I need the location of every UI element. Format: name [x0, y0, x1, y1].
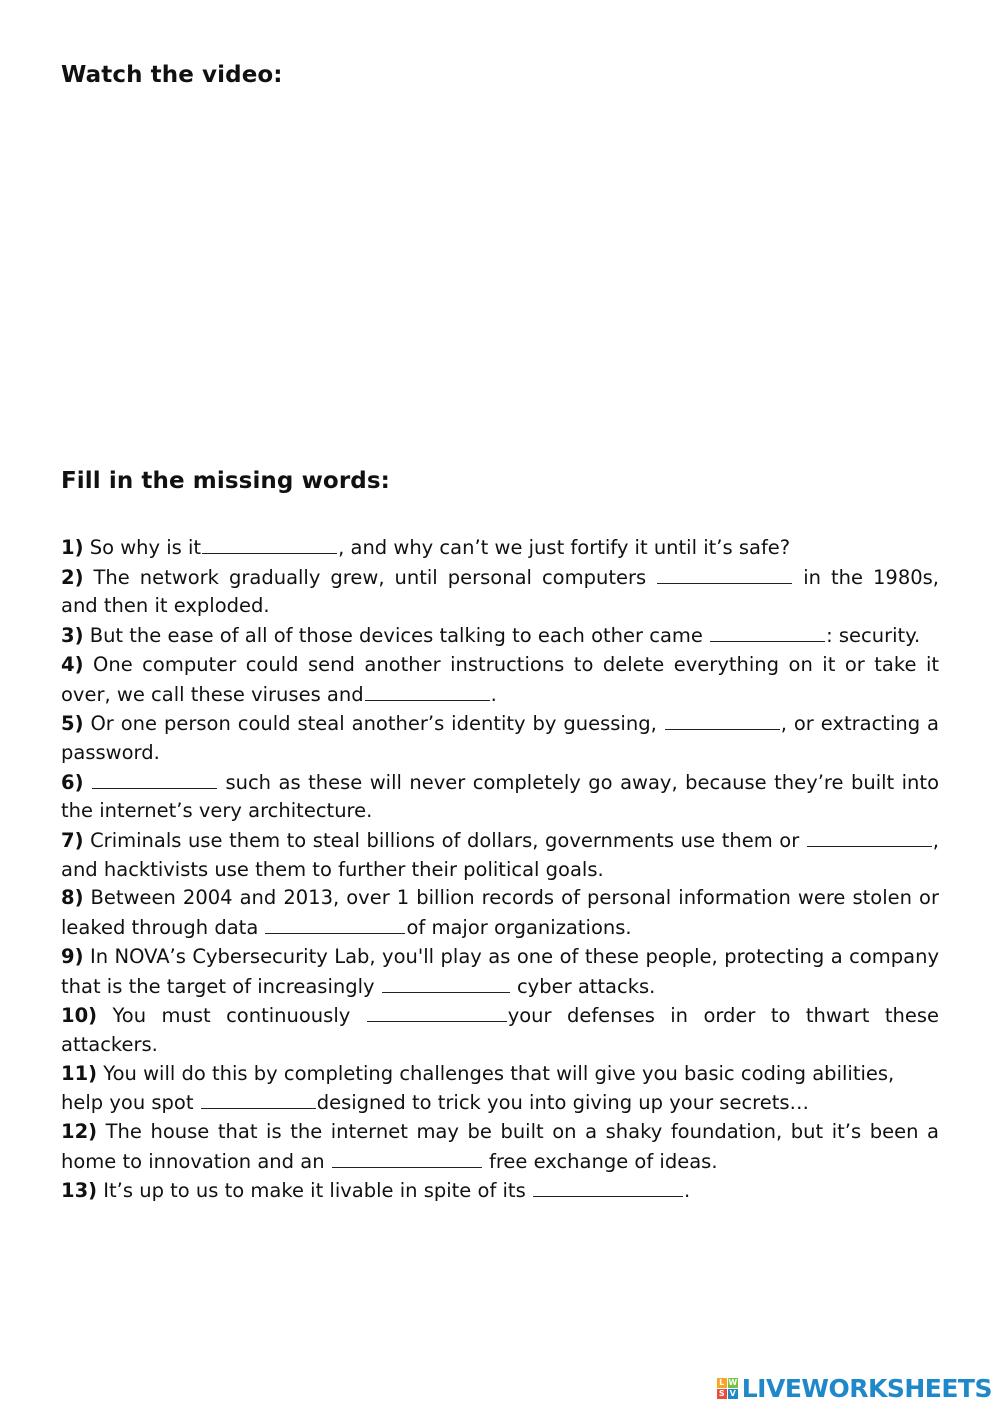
- question-text: It’s up to us to make it livable in spite of its: [103, 1179, 532, 1203]
- question-item: [61, 826, 939, 884]
- question-number: 3): [61, 624, 84, 648]
- answer-blank[interactable]: [533, 1176, 683, 1197]
- question-item: [61, 1118, 939, 1176]
- question-item: [61, 884, 939, 942]
- question-text: Between 2004 and 2013, over 1 billion records of personal information were stolen or leaked through data: [61, 886, 939, 940]
- question-text: of major organizations.: [406, 916, 632, 940]
- question-item: [61, 768, 939, 826]
- answer-blank[interactable]: [807, 826, 932, 847]
- question-number: 12): [61, 1120, 98, 1144]
- question-item: [61, 563, 939, 621]
- question-number: 1): [61, 536, 84, 559]
- question-text: The house that is the internet may be built on a shaky foundation, but it’s been a home to innovation and an: [61, 1120, 939, 1173]
- answer-blank[interactable]: [382, 972, 510, 993]
- question-text: in the 1980s, and then it exploded.: [61, 565, 939, 618]
- question-text: You will do this by completing challenges that will give you basic coding abilities, help you spot: [61, 1061, 895, 1115]
- question-number: 5): [61, 712, 84, 736]
- liveworksheets-logo-mark: [717, 1378, 738, 1399]
- question-item: [61, 1176, 939, 1206]
- question-text: your defenses in order to thwart these attackers.: [61, 1004, 939, 1056]
- liveworksheets-logo: [717, 1374, 992, 1403]
- question-item: [61, 621, 939, 651]
- video-embed-area[interactable]: [61, 110, 938, 440]
- question-text: , or extracting a password.: [61, 712, 939, 764]
- question-item: [61, 1001, 939, 1059]
- question-number: 2): [61, 565, 84, 589]
- question-number: 10): [61, 1004, 98, 1028]
- question-text: So why is it: [89, 536, 202, 559]
- question-text: Or one person could steal another’s identity by guessing,: [90, 712, 664, 736]
- logo-tile: S: [717, 1389, 727, 1399]
- question-text: cyber attacks.: [510, 974, 656, 998]
- question-number: 13): [61, 1179, 98, 1203]
- question-text: The network gradually grew, until personal computers: [93, 565, 657, 589]
- question-number: 7): [61, 829, 84, 853]
- question-text: free exchange of ideas.: [482, 1149, 718, 1173]
- question-number: 11): [61, 1061, 98, 1085]
- answer-blank[interactable]: [202, 533, 337, 554]
- question-text: , and why can’t we just fortify it until it’s safe?: [338, 536, 791, 559]
- question-text: But the ease of all of those devices talking to each other came: [89, 624, 710, 648]
- question-number: 6): [61, 770, 84, 794]
- question-number: 4): [61, 652, 84, 676]
- answer-blank[interactable]: [710, 621, 825, 642]
- logo-tile: W: [728, 1378, 738, 1387]
- watch-video-heading: Watch the video:: [61, 62, 283, 88]
- question-item: [61, 533, 939, 563]
- logo-tile: L: [717, 1378, 727, 1388]
- question-text: Criminals use them to steal billions of dollars, governments use them or: [90, 829, 806, 853]
- answer-blank[interactable]: [665, 709, 780, 730]
- liveworksheets-logo-text: LIVEWORKSHEETS: [741, 1374, 992, 1403]
- logo-tile: V: [729, 1389, 736, 1398]
- answer-blank[interactable]: [365, 680, 490, 701]
- question-list: [61, 533, 939, 1206]
- question-text: .: [683, 1179, 691, 1203]
- question-item: [61, 943, 939, 1001]
- question-text: You must continuously: [112, 1004, 366, 1028]
- question-text: One computer could send another instructions to delete everything on it or take it over, we call these viruses and: [61, 652, 940, 706]
- question-text: In NOVA’s Cybersecurity Lab, you'll play as one of these people, protecting a company that is the target of increasingly: [61, 944, 939, 998]
- question-item: [61, 1060, 939, 1118]
- question-text: designed to trick you into giving up your secrets…: [316, 1091, 810, 1115]
- answer-blank[interactable]: [92, 768, 217, 789]
- answer-blank[interactable]: [201, 1088, 316, 1109]
- question-text: : security.: [826, 624, 921, 648]
- answer-blank[interactable]: [657, 563, 792, 584]
- question-text: .: [490, 682, 497, 706]
- question-number: 9): [61, 944, 84, 968]
- question-item: [61, 709, 939, 767]
- answer-blank[interactable]: [265, 913, 405, 934]
- question-text: , and hacktivists use them to further their political goals.: [61, 829, 939, 881]
- answer-blank[interactable]: [332, 1147, 482, 1168]
- question-number: 8): [61, 886, 84, 910]
- question-text: such as these will never completely go away, because they’re built into the internet’s very architecture.: [61, 770, 939, 823]
- question-item: [61, 651, 939, 709]
- answer-blank[interactable]: [367, 1001, 507, 1022]
- fill-missing-words-heading: Fill in the missing words:: [61, 468, 390, 494]
